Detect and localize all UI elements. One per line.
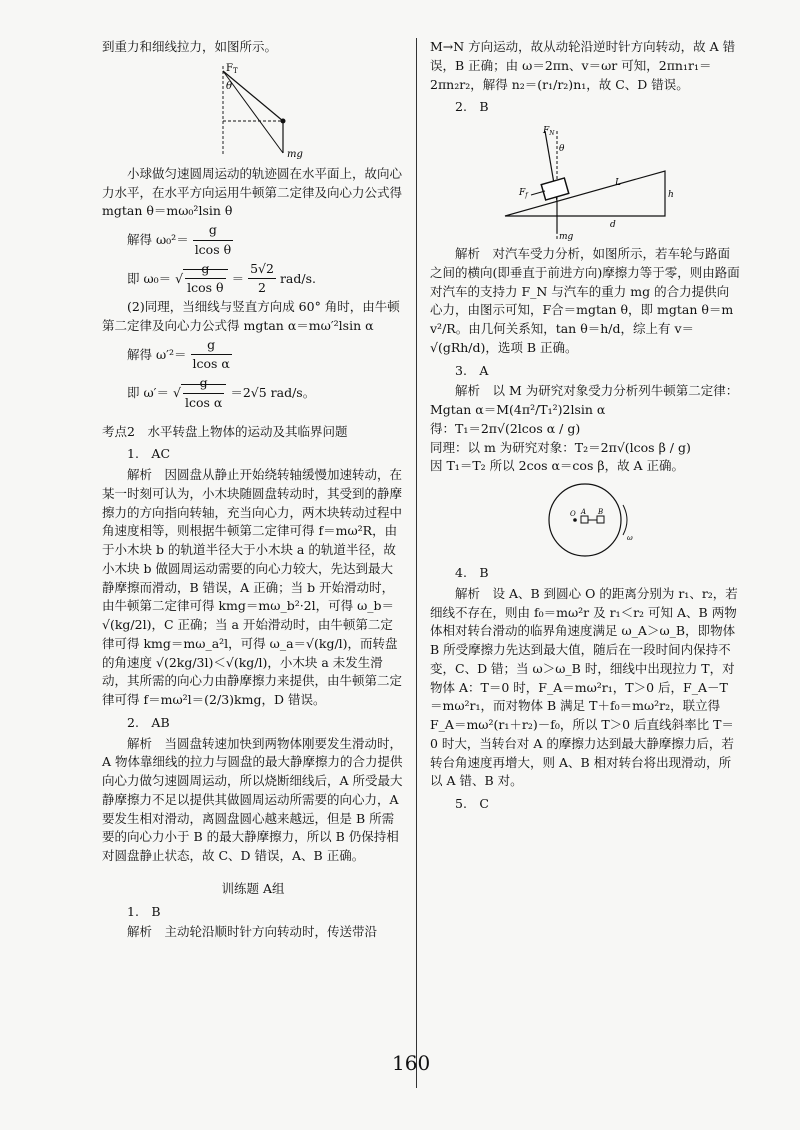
h-label: h — [668, 190, 674, 200]
equation-1: 解得 ω₀²＝ $\frac{g}{\text{lcos θ}}$ — [127, 222, 232, 257]
analysis-r3-a: 解析 以 M 为研究对象受力分析列牛顿第二定律：Mgtan α＝M(4π²/T₁²)2lsin α — [430, 383, 739, 417]
analysis-r2: 解析 对汽车受力分析，如图所示，若车轮与路面之间的横向(即垂直于前进方向)摩擦力等于零，则由路面对汽车的支持力 F_N 与汽车的重力 mg 的合力提供向心力，由图示可知，F合＝mgtan θ，即 mgtan θ＝m v²/R。由几何关系知，tan θ＝h/d，综上有 v＝√(gRh/d)，选项 B 正确。 — [430, 246, 740, 355]
analysis-2: 解析 当圆盘转速加快到两物体刚要发生滑动时，A 物体靠细线的拉力与圆盘的最大静摩擦力的合力提供向心力做匀速圆周运动，所以烧断细线后，A 所受最大静摩擦力不足以提供其做圆周运动所需要的向心力，A 要发生相对滑动，离圆盘圆心越来越远，但是 B 所需要的向心力小于 B 的最大静摩擦力，所以 B 仍保持相对圆盘静止状态，故 C、D 错误，A、B 正确。 — [102, 735, 403, 863]
answer-r3: 3. A — [455, 362, 489, 378]
answer-r4: 4. B — [455, 565, 489, 580]
a-label: A — [581, 508, 587, 516]
equation-4: 即 ω′＝ √ $\frac{g}{\text{lcos α}}$ ＝2√5 rad/s。 — [127, 375, 316, 410]
ff-label: $F_f$ — [519, 188, 528, 199]
theta-label-2: θ — [559, 144, 565, 154]
answer-2: 2. AB — [127, 714, 170, 730]
training-answer-1: 1. B — [127, 903, 161, 919]
intro-text: 到重力和细线拉力，如图所示。 — [102, 39, 278, 54]
ft-label: $F_T$ — [226, 62, 238, 75]
car-banked-road-diagram — [495, 121, 675, 241]
left-column — [102, 38, 404, 942]
continued-text: M→N 方向运动，故从动轮沿逆时针方向转动，故 A 错误，B 正确；由 ω＝2πn、v＝ωr 可知，2πn₁r₁＝2πn₂r₂，解得 n₂＝(r₁/r₂)n₁，故 C、D 错误。 — [430, 39, 736, 92]
turntable-diagram — [535, 480, 635, 560]
mg-label: mg — [287, 148, 303, 160]
column-divider — [416, 38, 417, 1088]
mg-label-2: mg — [559, 232, 574, 241]
answer-r2: 2. B — [455, 99, 489, 115]
training-analysis-1: 解析 主动轮沿顺时针方向转动时，传送带沿 — [127, 924, 378, 940]
d-label: d — [610, 220, 616, 230]
paragraph-2: (2)同理，当细线与竖直方向成 60° 角时，由牛顿第二定律及向心力公式得 mgtan α＝mω′²lsin α — [102, 299, 400, 333]
fn-label: $F_N$ — [543, 126, 555, 137]
o-label: O — [570, 510, 576, 518]
answer-1: 1. AC — [127, 446, 171, 462]
b-label: B — [598, 508, 604, 516]
analysis-r3-c: 同理：以 m 为研究对象：T₂＝2π√(lcos β / g) — [430, 439, 691, 455]
analysis-1: 解析 因圆盘从静止开始绕转轴缓慢加速转动，在某一时刻可认为，小木块随圆盘转动时，其受到的静摩擦力的方向指向转轴，充当向心力，两木块转动过程中角速度相等，则根据牛顿第二定律可得 f＝mω²R，由于小木块 b 的轨道半径大于小木块 a 的轨道半径，故小木块 b 做圆周运动需要的向心力较大，先达到最大静摩擦而滑动，B 错误，A 正确；当 b 开始滑动时，由牛顿第二定律可得 kmg＝mω_b²·2l，可得 ω_b＝√(kg/2l)，C 正确；当 a 开始滑动时，由牛顿第二定律可得 kmg＝mω_a²l，可得 ω_a＝√(kg/l)，而转盘的角速度 √(2kg/3l)＜√(kg/l)，小木块 a 未发生滑动，其所需的向心力由静摩擦力来提供，由牛顿第二定律可得 f＝mω²l＝(2/3)kmg，D 错误。 — [102, 467, 403, 707]
section-heading: 考点2 水平转盘上物体的运动及其临界问题 — [102, 423, 348, 439]
pendulum-force-diagram — [193, 61, 313, 161]
theta-label: θ — [226, 80, 233, 92]
right-column — [430, 38, 740, 816]
page-number: 160 — [392, 1051, 431, 1075]
analysis-r3-d: 因 T₁＝T₂ 所以 2cos α＝cos β，故 A 正确。 — [430, 458, 685, 474]
l-label: L — [615, 178, 621, 188]
analysis-r4: 解析 设 A、B 到圆心 O 的距离分别为 r₁、r₂，若细线不存在，则由 f₀＝mω²r 及 r₁＜r₂ 可知 A、B 两物体相对转台滑动的临界角速度满足 ω_A＞ω_B，即物体 B 所受摩擦力先达到最大值，随后在一段时间内保持不变，C、D 错；当 ω＞ω_B 时，细线中出现拉力 T，对物体 A：T＝0 时，F_A＝mω²r₁，T＞0 后，F_A－T＝mω²r₁，而对物体 B 满足 T＋f₀＝mω²r₂，联立得 F_A＝mω²(r₁＋r₂)－f₀，所以 T＞0 后直线斜率比 T＝0 时大，当转台对 A 的摩擦力达到最大静摩擦力后，若转台角速度再增大，则 A、B 相对转台将出现滑动，所以 A 错、B 对。 — [430, 585, 738, 789]
paragraph-1: 小球做匀速圆周运动的轨迹圆在水平面上，故向心力水平，在水平方向运用牛顿第二定律及向心力公式得 mgtan θ＝mω₀²lsin θ — [102, 165, 403, 219]
answer-r5: 5. C — [455, 796, 489, 811]
training-heading: 训练题 A组 — [221, 880, 285, 896]
equation-3: 解得 ω′²＝ $\frac{g}{\text{lcos α}}$ — [127, 336, 230, 372]
analysis-r3-b: 得：T₁＝2π√(2lcos α / g) — [430, 420, 581, 436]
equation-2: 即 ω₀＝ √ $\frac{g}{\text{lcos θ}}$ ＝ $\frac{5√2}{2}$ rad/s. — [127, 260, 316, 296]
omega-label: ω — [627, 534, 633, 542]
